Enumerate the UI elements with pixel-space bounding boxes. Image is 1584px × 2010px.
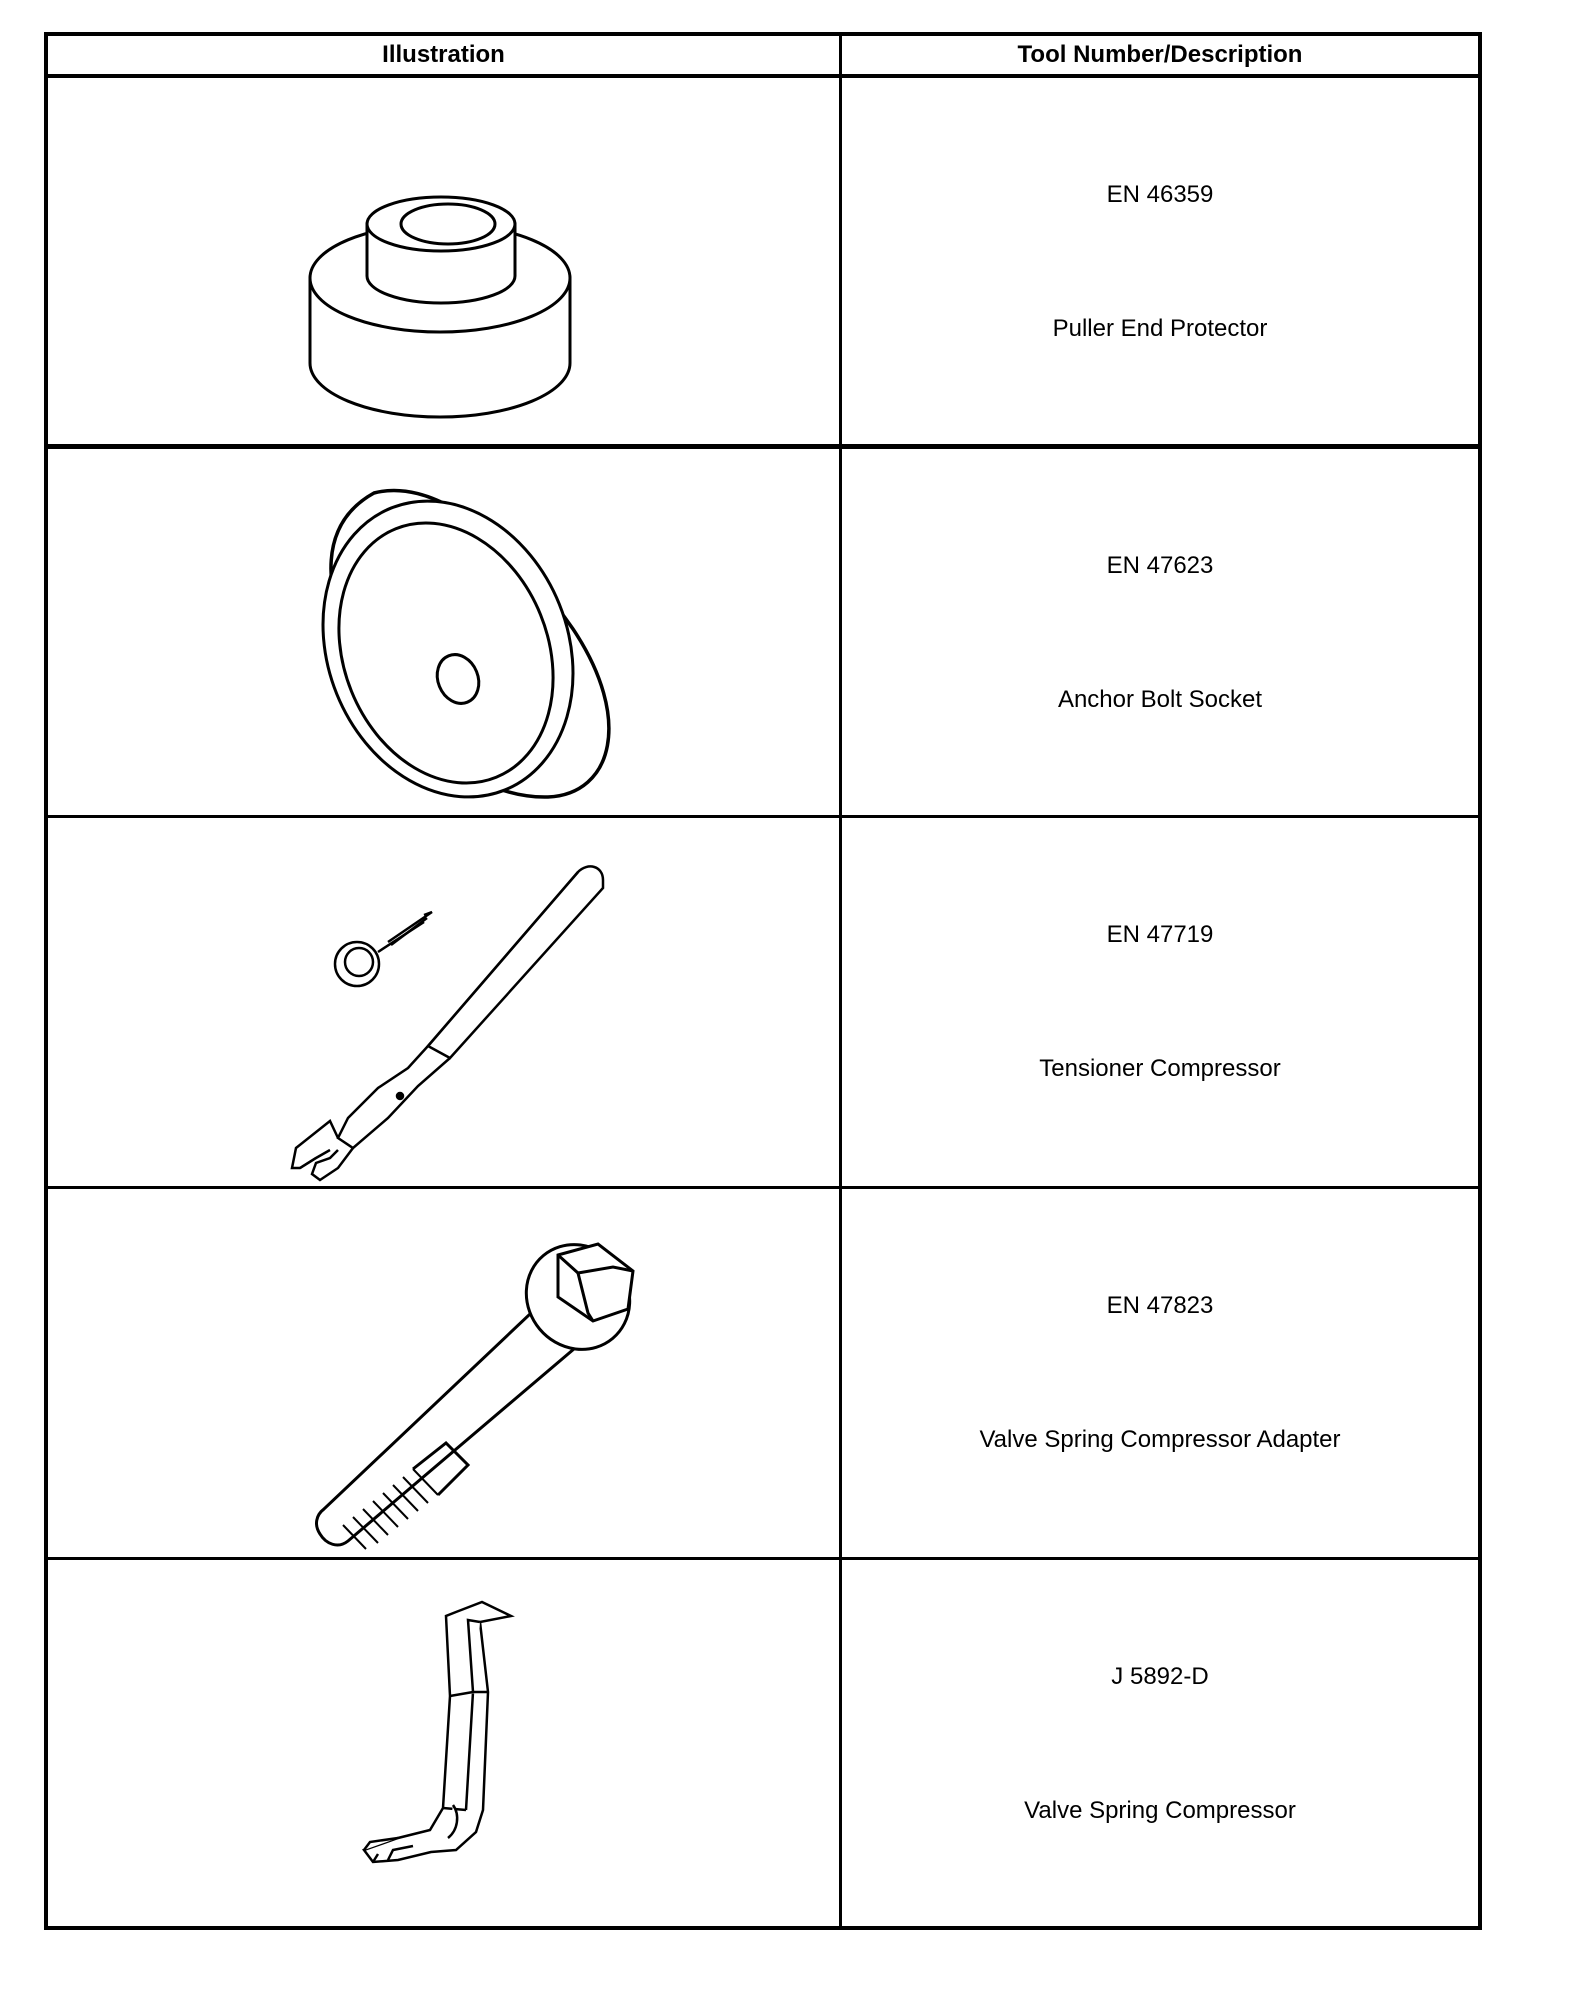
tool-table bbox=[44, 32, 1482, 1930]
tool-number: J 5892-D bbox=[1111, 1663, 1209, 1690]
table-row bbox=[48, 1189, 1478, 1557]
description-cell bbox=[842, 78, 1478, 446]
table-row bbox=[48, 78, 1478, 446]
description-cell bbox=[842, 818, 1478, 1186]
header-tool-number-description: Tool Number/Description bbox=[1017, 41, 1303, 68]
tool-description: Anchor Bolt Socket bbox=[1057, 686, 1263, 713]
tool-description: Valve Spring Compressor Adapter bbox=[979, 1426, 1341, 1453]
valve-spring-compressor-icon bbox=[48, 1560, 839, 1926]
tool-number: EN 46359 bbox=[1106, 181, 1214, 208]
tool-description: Puller End Protector bbox=[1052, 315, 1268, 342]
tool-number: EN 47623 bbox=[1106, 552, 1214, 579]
tool-description: Tensioner Compressor bbox=[1039, 1055, 1281, 1082]
table-row bbox=[48, 1560, 1478, 1926]
illustration-cell bbox=[48, 78, 839, 446]
puller-end-protector-icon bbox=[48, 78, 839, 446]
illustration-cell bbox=[48, 1189, 839, 1557]
description-cell bbox=[842, 1189, 1478, 1557]
header-illustration: Illustration bbox=[382, 41, 505, 68]
tool-number: EN 47823 bbox=[1106, 1292, 1214, 1319]
table-row bbox=[48, 818, 1478, 1186]
anchor-bolt-socket-icon bbox=[48, 449, 839, 817]
tensioner-compressor-icon bbox=[48, 818, 839, 1186]
illustration-cell bbox=[48, 449, 839, 817]
valve-spring-compressor-adapter-icon bbox=[48, 1189, 839, 1557]
description-cell bbox=[842, 1560, 1478, 1926]
table-row bbox=[48, 449, 1478, 817]
illustration-cell bbox=[48, 818, 839, 1186]
tool-number: EN 47719 bbox=[1106, 921, 1214, 948]
illustration-cell bbox=[48, 1560, 839, 1926]
tool-description: Valve Spring Compressor bbox=[1024, 1797, 1296, 1824]
description-cell bbox=[842, 449, 1478, 817]
table-header-row bbox=[48, 36, 1478, 78]
